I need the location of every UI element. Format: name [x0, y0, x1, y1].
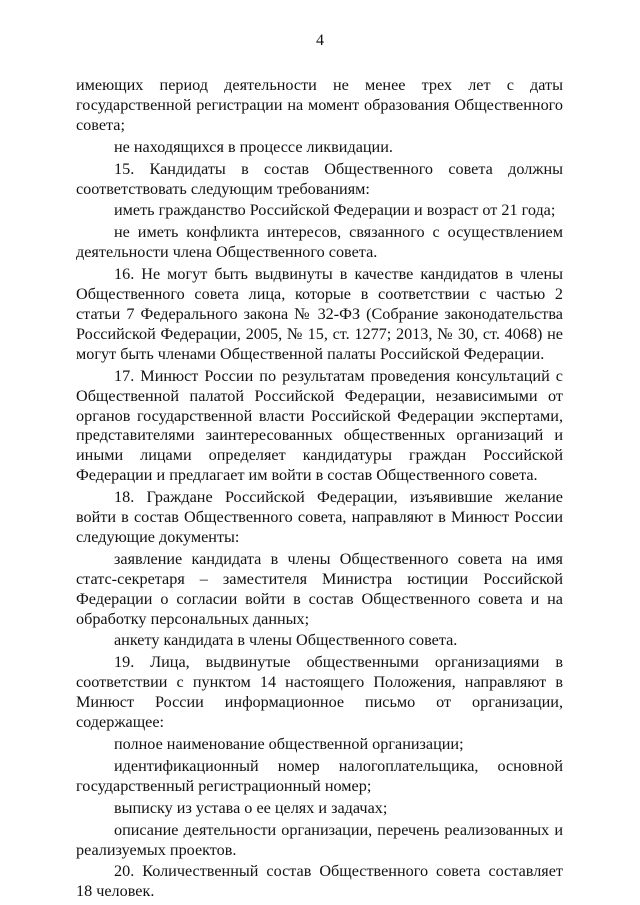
- paragraph-19-name: полное наименование общественной организации;: [114, 735, 464, 753]
- paragraph-17: 17. Минюст России по результатам проведения консультаций с Общественной палатой Российской Федерации, независимыми от органов государственной власти Российской Федерации экспертами, представителями заинтересованных общественных организаций и иными лицами определяет кандидатуры граждан Российской Федерации и предлагает им войти в состав Общественного совета.: [76, 366, 563, 485]
- paragraph-15: 15. Кандидаты в состав Общественного совета должны соответствовать следующим требованиям:: [76, 159, 563, 198]
- paragraph-18-application: заявление кандидата в члены Общественного совета на имя статс-секретаря – заместителя Министра юстиции Российской Федерации о согласии войти в состав Общественного совета и на обработку персональных данных;: [76, 549, 563, 628]
- paragraph-19-charter: выписку из устава о ее целях и задачах;: [114, 798, 388, 817]
- paragraph-16: 16. Не могут быть выдвинуты в качестве кандидатов в члены Общественного совета лица, которые в соответствии с частью 2 статьи 7 Федерального закона № 32-ФЗ (Собрание законодательства Российской Федерации, 2005, № 15, ст. 1277; 2013, № 30, ст. 4068) не могут быть членами Общественной палаты Российской Федерации.: [76, 265, 563, 363]
- page-number: 4: [316, 32, 324, 49]
- paragraph-criteria-liquidation: не находящихся в процессе ликвидации.: [114, 137, 393, 156]
- paragraph-15-citizenship: иметь гражданство Российской Федерации и возраст от 21 года;: [114, 201, 556, 220]
- paragraph-19: 19. Лица, выдвинутые общественными организациями в соответствии с пунктом 14 настоящего Положения, направляют в Минюст России информационное письмо от организации, содержащее:: [76, 653, 563, 732]
- paragraph-18: 18. Граждане Российской Федерации, изъявившие желание войти в состав Общественного совета, направляют в Минюст России следующие документы:: [76, 488, 563, 546]
- paragraph-criteria-registration: имеющих период деятельности не менее трех лет с даты государственной регистрации на момент образования Общественного совета;: [76, 76, 563, 134]
- paragraph-18-questionnaire: анкету кандидата в члены Общественного совета.: [114, 631, 458, 650]
- paragraph-15-conflict: не иметь конфликта интересов, связанного с осуществлением деятельности члена Общественного совета.: [76, 223, 563, 262]
- document-body: [76, 76, 563, 904]
- paragraph-19-activity: описание деятельности организации, перечень реализованных и реализуемых проектов.: [76, 820, 563, 859]
- paragraph-19-tax-id: идентификационный номер налогоплательщика, основной государственный регистрационный номер;: [76, 756, 563, 795]
- paragraph-20: 20. Количественный состав Общественного совета составляет 18 человек.: [76, 862, 563, 901]
